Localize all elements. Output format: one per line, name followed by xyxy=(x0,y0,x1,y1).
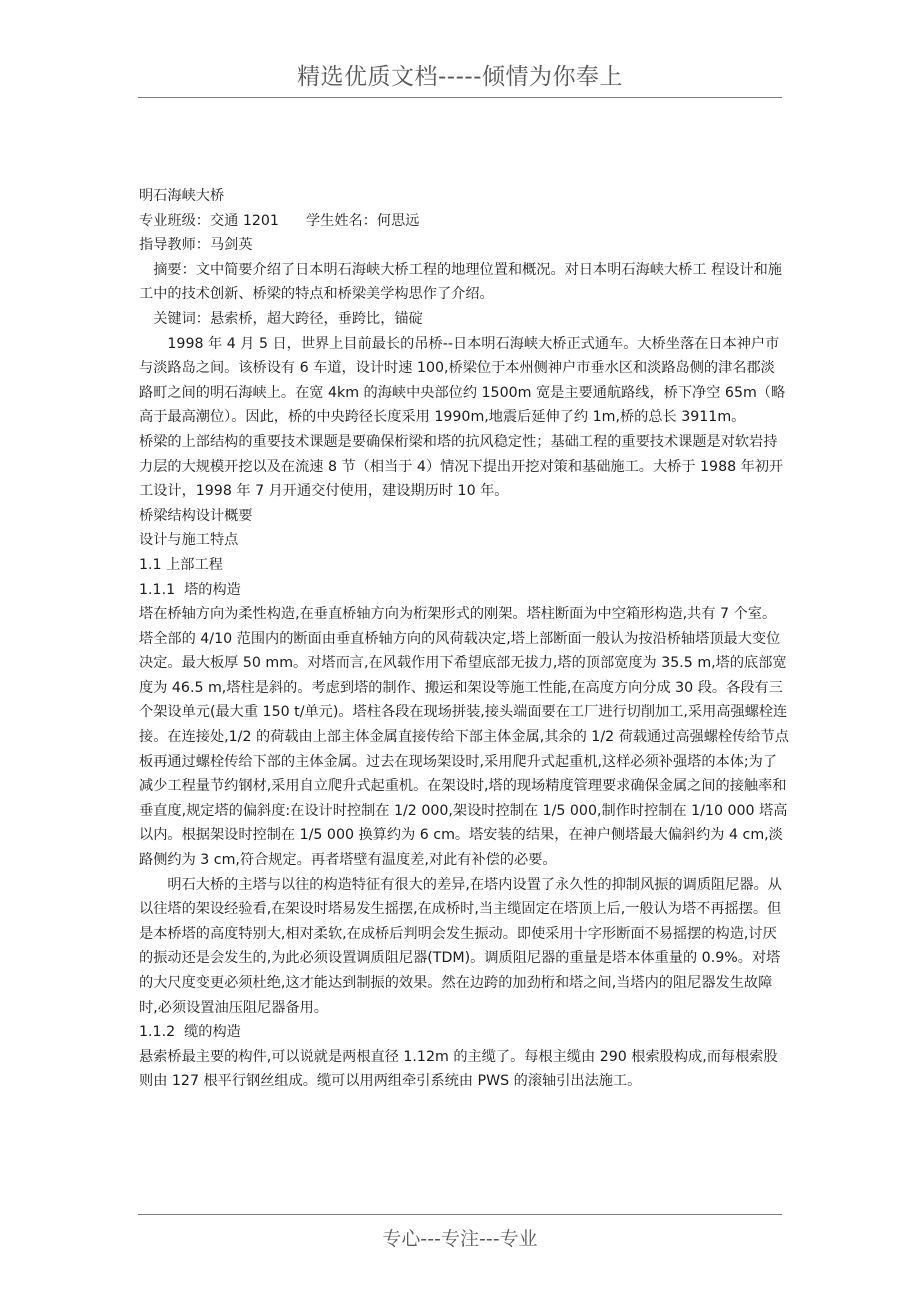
advisor-info: 指导教师：马剑英 xyxy=(139,237,253,254)
document-title: 明石海峡大桥 xyxy=(139,188,225,204)
section-heading-features: 设计与施工特点 xyxy=(139,532,239,549)
author-info: 专业班级：交通 1201 学生姓名：何思远 xyxy=(139,212,420,229)
intro-paragraph: 1998 年 4 月 5 日，世界上目前最长的吊桥--日本明石海峡大桥正式通车。大桥坐落在日本神户市与淡路岛之间。该桥设有 6 车道，设计时速 100,桥梁位于本州侧神户市垂水区和淡路岛侧的津名郡淡路町之间的明石海峡上。在宽 4km 的海峡中央部位约 1500m 宽是主要通航路线，桥下净空 65m（略高于最高潮位）。因此，桥的中央跨径长度采用 1990m,地震后延伸了约 1m,桥的总长 3911m。 xyxy=(139,335,786,426)
cable-paragraph: 悬索桥最主要的构件,可以说就是两根直径 1.12m 的主缆了。每根主缆由 290 根索股构成,而每根索股则由 127 根平行钢丝组成。缆可以用两组牵引系统由 PWS 的滚轴引出法施工。 xyxy=(139,1048,778,1090)
document-body xyxy=(139,184,789,1094)
abstract: 摘要：文中简要介绍了日本明石海峡大桥工程的地理位置和概况。对日本明石海峡大桥工 程设计和施工中的技术创新、桥梁的特点和桥梁美学构思作了介绍。 xyxy=(139,261,782,303)
section-heading-1-1-2: 1.1.2 缆的构造 xyxy=(139,1024,241,1041)
footer-divider xyxy=(138,1214,782,1215)
section-heading-1-1: 1.1 上部工程 xyxy=(139,556,223,573)
damper-paragraph: 明石大桥的主塔与以往的构造特征有很大的差异,在塔内设置了永久性的抑制风振的调质阻尼器。从以往塔的架设经验看,在架设时塔易发生摇摆,在成桥时,当主缆固定在塔顶上后,一般认为塔不再摇摆。但是本桥塔的高度特别大,相对柔软,在成桥后判明会发生振动。即使采用十字形断面不易摇摆的构造,讨厌的振动还是会发生的,为此必须设置调质阻尼器(TDM)。调质阻尼器的重量是塔本体重量的 0.9%。对塔的大尺度变更必须杜绝,这才能达到制振的效果。然在边跨的加劲桁和塔之间,当塔内的阻尼器发生故障时,必须设置油压阻尼器备用。 xyxy=(139,876,782,1016)
keywords: 关键词：悬索桥，超大跨径，垂跨比，锚碇 xyxy=(153,310,423,327)
section-heading-1-1-1: 1.1.1 塔的构造 xyxy=(139,581,241,598)
section-heading-overview: 桥梁结构设计概要 xyxy=(139,507,253,524)
page-footer: 专心---专注---专业 xyxy=(382,1228,538,1250)
page-header: 精选优质文档-----倾情为你奉上 xyxy=(297,64,623,90)
tower-paragraph: 塔在桥轴方向为柔性构造,在垂直桥轴方向为桁架形式的刚架。塔柱断面为中空箱形构造,共有 7 个室。塔全部的 4/10 范围内的断面由垂直桥轴方向的风荷载决定,塔上部断面一般认为按沿桥轴塔顶最大变位决定。最大板厚 50 mm。对塔而言,在风载作用下希望底部无拔力,塔的顶部宽度为 35.5 m,塔的底部宽度为 46.5 m,塔柱是斜的。考虑到塔的制作、搬运和架设等施工性能,在高度方向分成 30 段。各段有三个架设单元(最大重 150 t/单元)。塔柱各段在现场拼装,接头端面要在工厂进行切削加工,采用高强螺栓连接。在连接处,1/2 的荷载由上部主体金属直接传给下部主体金属,其余的 1/2 荷载通过高强螺栓传给节点板再通过螺栓传给下部的主体金属。过去在现场架设时,采用爬升式起重机,这样必须补强塔的本体;为了减少工程量节约钢材,采用自立爬升式起重机。在架设时,塔的现场精度管理要求确保金属之间的接触率和垂直度,规定塔的偏斜度:在设计时控制在 1/2 000,架设时控制在 1/5 000,制作时控制在 1/10 000 塔高以内。根据架设时控制在 1/5 000 换算约为 6 cm。塔安装的结果，在神户侧塔最大偏斜约为 4 cm,淡路侧约为 3 cm,符合规定。再者塔壁有温度差,对此有补偿的必要。 xyxy=(139,606,789,869)
header-divider xyxy=(138,97,782,98)
technical-paragraph: 桥梁的上部结构的重要技术课题是要确保桁梁和塔的抗风稳定性；基础工程的重要技术课题是对软岩持力层的大规模开挖以及在流速 8 节（相当于 4）情况下提出开挖对策和基础施工。大桥于 1988 年初开工设计，1998 年 7 月开通交付使用，建设期历时 10 年。 xyxy=(139,433,784,500)
